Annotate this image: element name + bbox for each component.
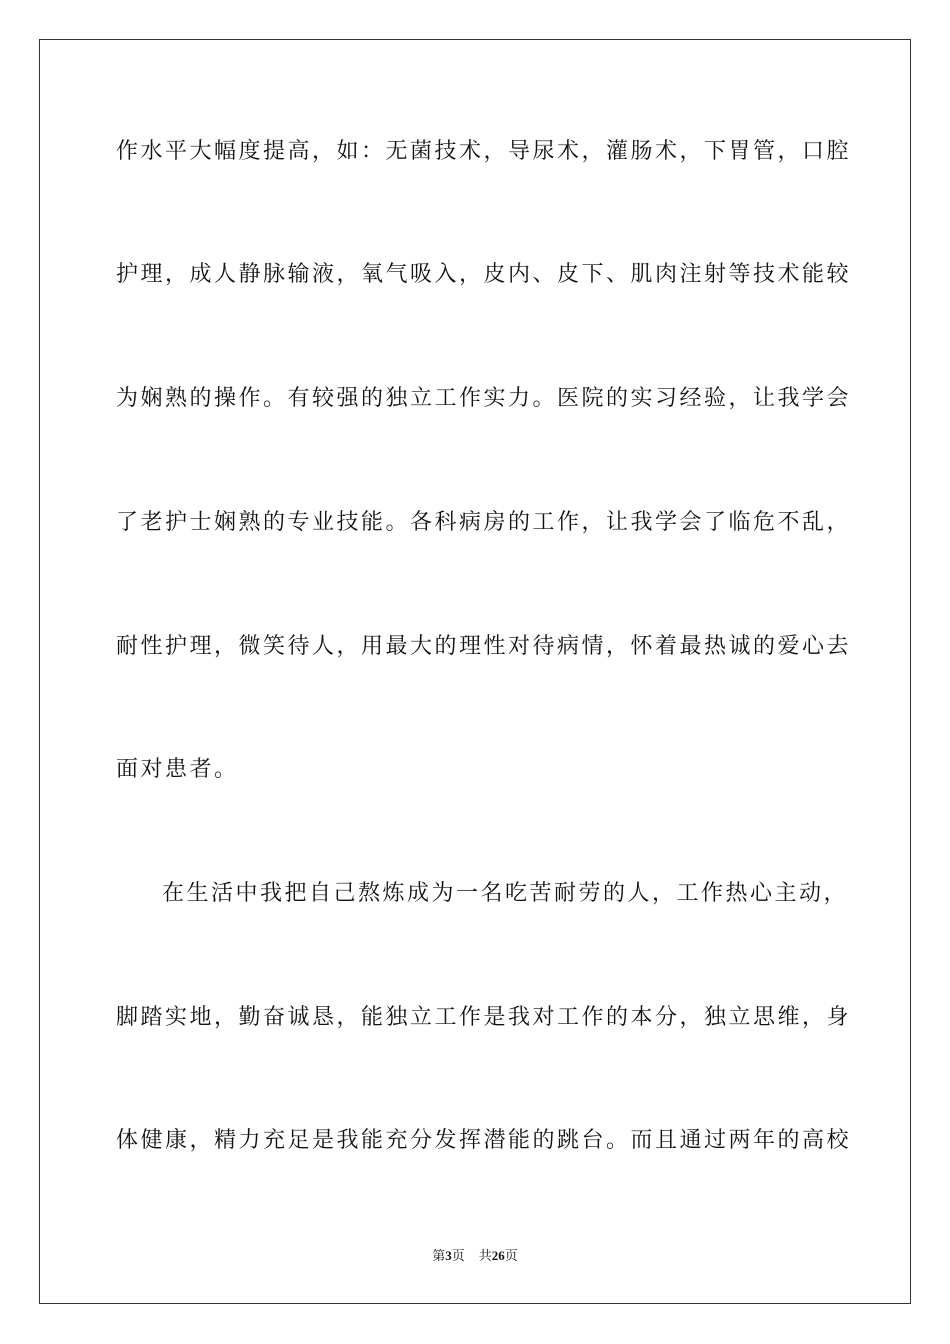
current-page-number: 3 — [445, 1248, 452, 1263]
body-text-line: 护理，成人静脉输液，氧气吸入，皮内、皮下、肌肉注射等技术能较 — [116, 262, 852, 287]
total-prefix: 共 — [478, 1249, 492, 1264]
body-text-line: 了老护士娴熟的专业技能。各科病房的工作，让我学会了临危不乱， — [116, 510, 852, 535]
page-suffix: 页 — [451, 1249, 465, 1264]
body-text-line: 体健康，精力充足是我能充分发挥潜能的跳台。而且通过两年的高校 — [116, 1128, 852, 1153]
body-text-line: 脚踏实地，勤奋诚恳，能独立工作是我对工作的本分，独立思维，身 — [116, 1005, 852, 1030]
page-border — [39, 39, 911, 1304]
paragraph-first-line: 在生活中我把自己熬炼成为一名吃苦耐劳的人，工作热心主动， — [162, 881, 849, 906]
total-suffix: 页 — [504, 1249, 518, 1264]
total-pages-number: 26 — [491, 1248, 505, 1263]
page-footer — [0, 1247, 950, 1266]
body-text-line: 面对患者。 — [116, 757, 239, 782]
body-text-line: 耐性护理，微笑待人，用最大的理性对待病情，怀着最热诚的爱心去 — [116, 634, 852, 659]
body-text-line: 为娴熟的操作。有较强的独立工作实力。医院的实习经验，让我学会 — [116, 386, 852, 411]
page-prefix: 第 — [432, 1249, 446, 1264]
body-text-line: 作水平大幅度提高，如：无菌技术，导尿术，灌肠术，下胃管，口腔 — [116, 139, 852, 164]
